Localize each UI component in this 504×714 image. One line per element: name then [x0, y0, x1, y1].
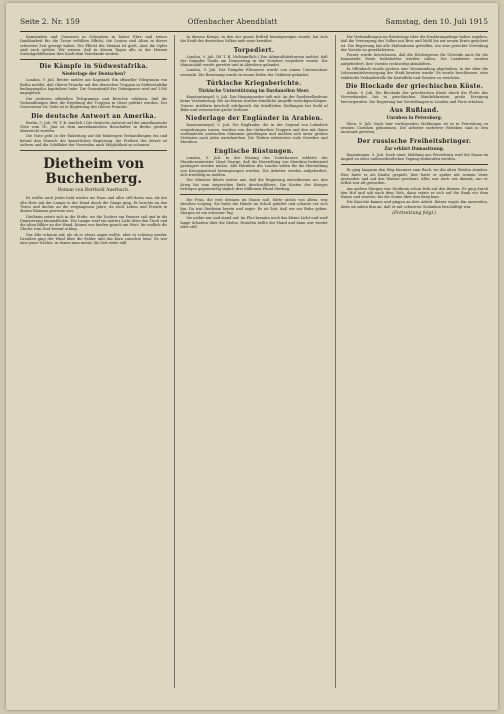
article-paragraph: Ferner wurde beschlossen, daß die Höchstpreise für Getreide auch für die kommende Ernte beibehalten werden sollen. Die Landwirte werden aufgefordert, ihre Vorräte rechtzeitig abzuliefern.	[340, 53, 488, 66]
headline-russland: Aus Rußland.	[389, 106, 439, 114]
article-paragraph: Die Verhandlungen im Reichstage über die Ernährungsfrage haben ergeben, daß die Versorgung des Volkes mit Brot und Mehl bis zur neuen Ernte gesichert ist. Die Regierung hat alle Maßnahmen getroffen, um eine gerechte Verteilung der Vorräte zu gewährleisten.	[340, 35, 488, 52]
article-paragraph: In diesem Kriege, in den der ganze Erdteil hineingezogen wurde, hat sich die Kraft des deutschen Volkes aufs neue bewährt.	[180, 35, 328, 44]
novel-paragraph: Er ging langsam den Weg hinunter zum Bach, wo die alten Weiden standen. Hier hatte er als Knabe gespielt, hier hatte er später mit seinem Vater gestanden und auf das Wasser geschaut. Alles war noch wie damals, nur er selbst war alt geworden.	[340, 168, 488, 186]
novel-paragraph: Die Frau, die weit drinnen im Hause saß, hörte nichts von allem, was draußen vorging. Sie hatte die Hände im Schoß gefaltet und schaute vor sich hin. Da trat Dietheim herein und sagte: Es ist Zeit, daß wir zur Ruhe gehen. Morgen ist ein schwerer Tag.	[180, 198, 328, 216]
novel-paragraph: Am andern Morgen war Dietheim schon früh auf den Beinen. Er ging durch den Hof und sah nach dem Vieh, dann setzte er sich auf die Bank vor dem Hause und wartete, bis die Sonne über den Berg kam.	[340, 186, 488, 200]
article-paragraph: Kopenhagen, 9. Juli. Nach einer Meldung aus Petersburg wird die Duma im August zu einer außerordentlichen Tagung einberufen werden.	[340, 152, 488, 162]
novel-paragraph: Es wollte noch Jedes bald wieder ins Haus und alles still darin war, als der alte Herr mit der Lampe in der Hand durch die Gänge ging. Er horchte an den Türen und dachte an die vergangenen Jahre, da noch Leben und Freude in diesen Räumen gewesen war.	[20, 196, 168, 214]
article-paragraph: Athen, 9. Juli. Die Blockade der griechischen Küste durch die Flotte des Vierverbandes hat in griechischen Handelskreisen große Erregung hervorgerufen. Die Regierung hat Vorstellungen in London und Paris erhoben.	[340, 90, 488, 104]
novel-paragraph: Dietheim setzte sich in die Stube, wo die Tochter am Fenster saß und in die Dämmerung hinausblickte. Die Lampe warf ein mattes Licht über den Tisch und die alten Bilder an der Wand. Keines von beiden sprach ein Wort, bis endlich die Glocke vom Dorf herauf schlug.	[20, 214, 168, 232]
headline-antwort-amerika: Die deutsche Antwort an Amerika.	[31, 112, 157, 120]
page-header	[20, 17, 488, 32]
article-paragraph: London, 9. Juli. (W. T. B. Nichtamtlich.) Das Admiralitätsbureau meldet, daß der Dampfer Guido am Donnerstag in der Nordsee torpediert wurde. Die Mannschaft wurde gerettet und in Aberdeen gelandet.	[180, 54, 328, 68]
article-paragraph: Kameraden und Genossen in Schwaben in hoher Ehre und treuer Dankbarkeit für die Treue erfüllten Pflicht, die Leuten und Alten in dieser schweren Zeit gezeigt haben. Die Pflicht der Heimat ist groß, aber die Opfer sind noch größer. Wir wissen, daß in diesen Tagen alle in der Heimat Zurückgebliebenen ihre Kraft dem Vaterlande weihen.	[20, 35, 168, 57]
article-paragraph: Konstantinopel, 9. Juli. Die Engländer, die in der Gegend von Lahadsch vorgedrungen waren, wurden von den türkischen Truppen und den mit ihnen verbündeten arabischen Stämmen geschlagen und mußten sich unter großen Verlusten nach Aden zurückziehen. Die Türken erbeuteten viele Gewehre und Munition.	[180, 123, 328, 145]
serial-novel-title: Dietheim von Buchenberg.	[43, 156, 145, 188]
headline-englische-ruestungen: Englische Rüstungen.	[214, 147, 294, 155]
column-2	[174, 35, 327, 688]
article-paragraph: Die weiteren offiziellen Telegramme und Berichte erklären, daß die Verhandlungen über die Ergebung der Truppen in Otavi geführt wurden. Der Gouverneur Dr. Seitz ist in Begleitung des Oberst Francke.	[20, 96, 168, 110]
divider	[20, 150, 167, 151]
column-3	[335, 35, 488, 688]
article-paragraph: London, 9. Juli. In der Sitzung des Unterhauses erklärte der Munitionsminister Lloyd George, daß die Herstellung von Munition bedeutend gesteigert werden müsse. Alle Fabriken des Landes sollen für die Herstellung von Kriegsmaterial herangezogen werden. Die Arbeiter werden aufgefordert, sich freiwillig zu melden.	[180, 155, 328, 177]
article-paragraph: Der Minister führte weiter aus, daß die Regierung entschlossen sei, den Krieg bis zum siegreichen Ende durchzuführen. Die Kosten des Krieges betragen gegenwärtig täglich drei Millionen Pfund Sterling.	[180, 178, 328, 191]
headline-blockade: Die Blockade der griechischen Küste.	[345, 82, 484, 90]
headline-torpediert: Torpediert.	[233, 46, 275, 54]
article-paragraph: London, 9. Juli. Reuter meldet aus Kapstadt: Ein offizieller Telegramm von Botha meldet, daß Oberst Francke mit den deutschen Truppen in Südwestafrika bedingungslos kapituliert habe. Die Gesamtzahl der Gefangenen wird auf 3500 angegeben.	[20, 78, 168, 96]
article-columns	[20, 35, 488, 688]
article-paragraph: Wien, 9. Juli. Nach hier vorliegenden Meldungen ist es in Petersburg zu ernsten Unruhen gekommen. Die Arbeiter mehrerer Fabriken sind in den Ausstand getreten.	[340, 121, 488, 135]
article-paragraph: Die Note geht in der Einleitung auf die bisherigen Verhandlungen ein und betont den Wunsch der kaiserlichen Regierung, die Freiheit der Meere zu sichern und die Schiffahrt der Neutralen nach Möglichkeit zu schonen.	[20, 134, 168, 148]
article-paragraph: London, 9. Juli. Der Dampfer Ellesmere wurde von einem Unterseeboot versenkt. Die Besatzung wurde in einem Hafen der Ostküste gelandet.	[180, 68, 328, 77]
continuation-note: (Fortsetzung folgt.)	[392, 211, 437, 217]
subheadline: Zar erklärt Dumasitzung.	[384, 145, 445, 151]
subheadline: Unruhen in Petersburg.	[386, 114, 443, 120]
novel-paragraph: Die Knechte kamen und gingen an ihre Arbeit. Keiner wagte ihn anzureden, denn sie sahen ihm an, daß er mit schweren Gedanken beschäftigt war.	[340, 200, 488, 209]
header-masthead: Offenbacher Abendblatt	[187, 18, 278, 26]
divider	[20, 59, 167, 60]
header-date: Samstag, den 10. Juli 1915	[385, 17, 488, 26]
headline-arabien: Niederlage der Engländer in Arabien.	[185, 115, 323, 123]
newspaper-page	[6, 3, 498, 710]
column-1	[20, 35, 167, 688]
novel-paragraph: Der Alte schaute auf, als ob er etwas sagen wollte, aber er schwieg wieder. Draußen ging der Wind über die Felder und das Korn rauschte leise. Es war eine jener Nächte, in denen man meint, die Zeit stehe still.	[20, 232, 168, 246]
divider	[180, 194, 327, 195]
header-page-number: Seite 2. Nr. 159	[20, 17, 80, 26]
subheadline: Türkische Unterstützung im Dardanellen Meer.	[198, 88, 310, 94]
article-paragraph: In Offenbach wurde gestern eine Versammlung abgehalten, in der über die Lebensmittelversorgung der Stadt beraten wurde. Es wurde beschlossen, eine städtische Verkaufsstelle für Kartoffeln und Gemüse zu errichten.	[340, 67, 488, 80]
divider	[341, 164, 488, 165]
headline-suedwestafrika: Die Kämpfe in Südwestafrika.	[39, 63, 149, 71]
headline-tuerkische-kriegsberichte: Türkische Kriegsberichte.	[206, 80, 302, 88]
subheadline: Niederlage der Deutschen?	[61, 71, 126, 77]
article-paragraph: Konstantinopel, 9. Juli. Das Hauptquartier teilt mit: An der Dardanellenfront keine Veränderung. Bei Ari Burnu wurden feindliche Angriffe zurückgeschlagen. Unsere Artillerie beschoß erfolgreich die feindlichen Stellungen bei Sedd ul Bahr und verursachte große Verluste.	[180, 95, 328, 112]
article-paragraph: Berlin, 9. Juli. (W. T. B. Amtlich.) Die deutsche Antwort auf die amerikanische Note vom 10. Juni ist dem amerikanischen Botschafter in Berlin gestern überreicht worden.	[20, 120, 168, 134]
novel-paragraph: Sie nickte nur und stand auf. Im Flur brannte noch das kleine Licht und warf lange Schatten über die Dielen. Draußen bellte der Hund und dann war wieder alles still.	[180, 216, 328, 229]
headline-freiheitsbringer: Der russische Freiheitsbringer.	[357, 137, 472, 145]
serial-novel-author: Roman von Berthold Auerbach.	[57, 188, 130, 194]
